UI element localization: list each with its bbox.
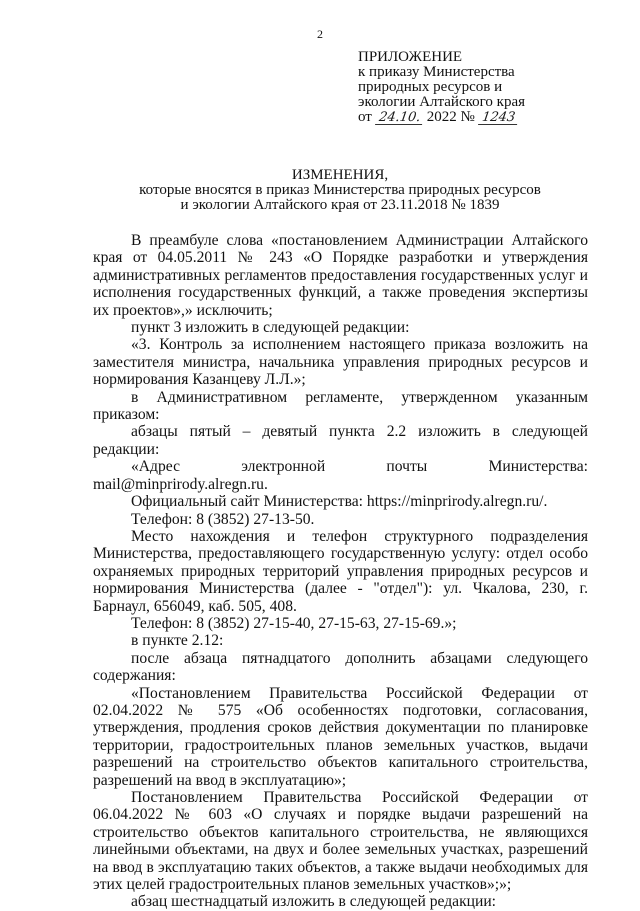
paragraph: пункт 3 изложить в следующей редакции:: [131, 319, 410, 337]
paragraph: В преамбуле слова «постановлением Администрации Алтайского края от 04.05.2011 № 243 «О Порядке разработки и утверждения административных регламентов предоставления государственных услуг и исполнения государственных функций, а также проведения экспертизы их проектов»,» исключить;: [93, 232, 588, 319]
order-year: 2022 №: [426, 109, 475, 125]
paragraph: абзацы пятый – девятый пункта 2.2 изложить в следующей редакции:: [93, 423, 588, 458]
document-heading: [0, 168, 640, 213]
paragraph: Телефон: 8 (3852) 27-15-40, 27-15-63, 27-15-69.»;: [131, 614, 457, 632]
appendix-line: природных ресурсов и: [358, 79, 503, 95]
heading-title: ИЗМЕНЕНИЯ,: [291, 167, 389, 183]
paragraph: в Административном регламенте, утвержденном указанным приказом:: [93, 388, 588, 424]
paragraph: Официальный сайт Министерства: https://minprirody.alregn.ru/.: [131, 493, 548, 511]
paragraph: Постановлением Правительства Российской Федерации от 06.04.2022 № 603 «О случаях и порядке выдачи разрешений на строительство объектов капитального строительства, не являющихся линейными объектами, на двух и более земельных участках, разрешений на ввод в эксплуатацию таких объектов, а также выдачи необходимых для этих целей градостроительных планов земельных участков»;»;: [93, 789, 588, 894]
handwritten-order-number: 1243: [478, 111, 519, 125]
appendix-title: ПРИЛОЖЕНИЕ: [358, 49, 463, 65]
appendix-line: экологии Алтайского края: [358, 94, 526, 110]
page-number: 2: [317, 27, 323, 41]
paragraph: «Постановлением Правительства Российской Федерации от 02.04.2022 № 575 «Об особенностях подготовки, согласования, утверждения, продления сроков действия документации по планировке территории, градостроительных планов земельных участков, выдачи разрешений на строительство объектов капитального строительства, разрешений на ввод в эксплуатацию»;: [93, 684, 588, 789]
paragraph: абзац шестнадцатый изложить в следующей редакции:: [131, 893, 497, 911]
paragraph: «3. Контроль за исполнением настоящего приказа возложить на заместителя министра, начальника управления природных ресурсов и нормирования Казанцеву Л.Л.»;: [93, 336, 588, 389]
appendix-block: [358, 50, 525, 125]
handwritten-date: 24.10.: [375, 111, 424, 125]
date-prefix: от: [358, 109, 372, 125]
paragraph: Телефон: 8 (3852) 27-13-50.: [131, 510, 315, 528]
appendix-date-line: [358, 110, 525, 125]
heading-subtitle-line1: которые вносятся в приказ Министерства природных ресурсов: [139, 182, 541, 198]
paragraph: Место нахождения и телефон структурного подразделения Министерства, предоставляющего государственную услугу: отдел особо охраняемых природных территорий управления природных ресурсов и нормирования Министерства (далее - "отдел"): ул. Чкалова, 230, г. Барнаул, 656049, каб. 505, 408.: [93, 527, 588, 615]
heading-subtitle-line2: и экологии Алтайского края от 23.11.2018 № 1839: [180, 197, 500, 213]
document-body: [93, 232, 588, 911]
paragraph: «Адрес электронной почты Министерства: mail@minprirody.alregn.ru.: [93, 458, 588, 493]
paragraph: в пункте 2.12:: [131, 632, 224, 650]
paragraph: после абзаца пятнадцатого дополнить абзацами следующего содержания:: [93, 649, 588, 685]
appendix-line: к приказу Министерства: [358, 64, 515, 80]
